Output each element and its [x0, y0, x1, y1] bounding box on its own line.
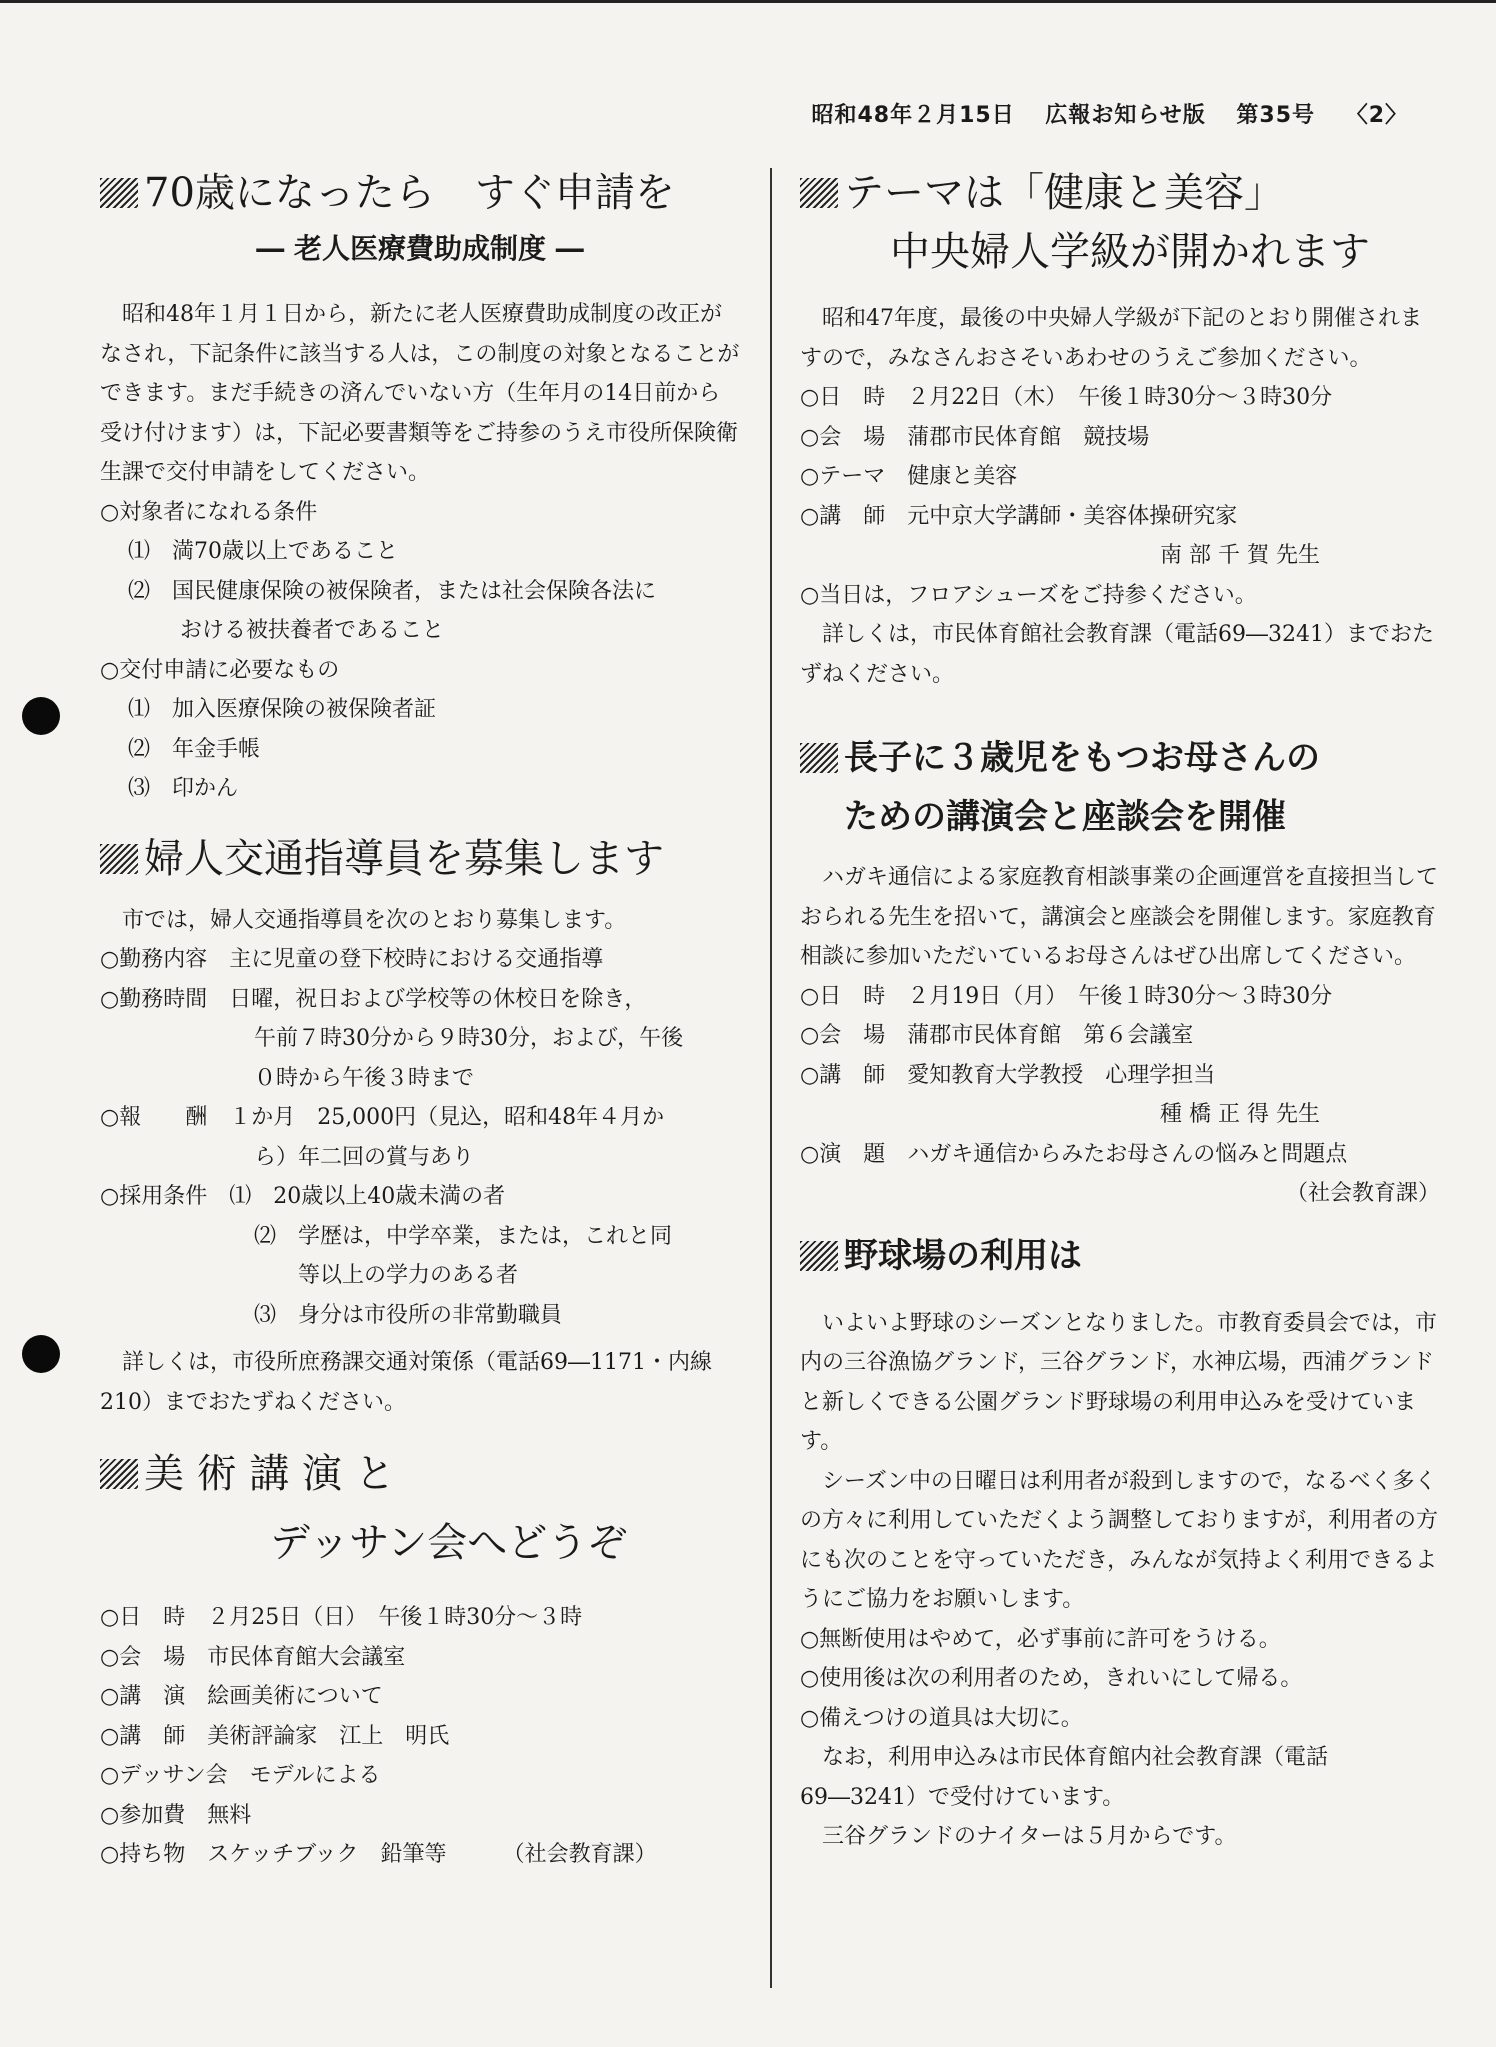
list-item: ○講 師 愛知教育大学教授 心理学担当 [800, 1062, 1216, 1088]
article-contact: なお，利用申込みは市民体育館内社会教育課（電話69―3241）で受付けています。 [800, 1745, 1329, 1810]
list-item: ⑵ 学歴は，中学卒業，または，これと同 [254, 1223, 673, 1249]
article-title: 美 術 講 演 と [100, 1446, 740, 1502]
list-item: ○当日は，フロアシューズをご持参ください。 [800, 582, 1257, 608]
list-heading: ○交付申請に必要なもの [100, 657, 340, 683]
article-title-line2: ための講演会と座談会を開催 [844, 797, 1286, 837]
source-credit: （社会教育課） [1285, 1181, 1440, 1206]
article-title: 70歳になったら すぐ申請を [100, 165, 740, 221]
hatch-mark-icon [800, 178, 838, 208]
article-womens-class [800, 165, 1440, 694]
header-date: 昭和48年２月15日 [811, 103, 1015, 128]
list-item: ⑴ 加入医療保険の被保険者証 [128, 697, 437, 722]
article-contact: 詳しくは，市役所庶務課交通対策係（電話69―1171・内線 210）までおたずねください。 [100, 1350, 712, 1415]
list-item: 南 部 千 賀 先生 [1160, 543, 1320, 568]
article-title: テーマは「健康と美容」 [800, 165, 1440, 221]
article-intro: 市では，婦人交通指導員を次のとおり募集します。 [122, 907, 627, 933]
page-header [789, 98, 1408, 129]
list-item: ○備えつけの道具は大切に。 [800, 1705, 1083, 1731]
article-title: 長子に３歳児をもつお母さんの [800, 730, 1440, 786]
article-subtitle: ― 老人医療費助成制度 ― [256, 232, 584, 265]
list-item: ○会 場 蒲郡市民体育館 競技場 [800, 424, 1150, 450]
article-title-line2: 中央婦人学級が開かれます [890, 229, 1370, 275]
article-body: ハガキ通信による家庭教育相談事業の企画運営を直接担当しておられる先生を招いて，講演会と座談会を開催します。家庭教育相談に参加いただいているお母さんはぜひ出席してください。 [800, 865, 1439, 969]
list-item: ○採用条件 ⑴ 20歳以上40歳未満の者 [100, 1184, 506, 1209]
list-item: ○日 時 ２月19日（月） 午後１時30分～３時30分 [800, 983, 1333, 1009]
list-item: 午前７時30分から９時30分，および，午後 [254, 1026, 684, 1051]
article-note: 三谷グランドのナイターは５月からです。 [822, 1824, 1237, 1849]
list-item: ○使用後は次の利用者のため，きれいにして帰る。 [800, 1666, 1303, 1691]
article-title: 婦人交通指導員を募集します [100, 831, 740, 887]
list-item: 種 橋 正 得 先生 [1160, 1102, 1320, 1127]
header-paper: 広報お知らせ版 [1045, 103, 1206, 128]
article-contact: 詳しくは，市民体育館社会教育課（電話69―3241）までおたずねください。 [800, 622, 1434, 687]
list-item: ○講 師 美術評論家 江上 明氏 [100, 1723, 450, 1749]
list-item: ０時から午後３時まで [254, 1065, 475, 1091]
list-item: ○講 演 絵画美術について [100, 1684, 383, 1709]
list-item: ○持ち物 スケッチブック 鉛筆等 （社会教育課） [100, 1842, 657, 1867]
hatch-mark-icon [100, 178, 138, 208]
list-item: ○演 題 ハガキ通信からみたお母さんの悩みと問題点 [800, 1141, 1348, 1167]
list-item: ⑴ 満70歳以上であること [128, 539, 398, 564]
hatch-mark-icon [800, 1241, 838, 1271]
list-item: おける被扶養者であること [180, 618, 445, 643]
hatch-mark-icon [800, 743, 838, 773]
hatch-mark-icon [100, 844, 138, 874]
column-divider [770, 168, 772, 1988]
list-item: ○講 師 元中京大学講師・美容体操研究家 [800, 503, 1238, 529]
list-item: ⑶ 身分は市役所の非常勤職員 [254, 1302, 563, 1328]
list-item: ○デッサン会 モデルによる [100, 1763, 381, 1788]
list-item: ○日 時 ２月25日（日） 午後１時30分～３時 [100, 1605, 583, 1630]
right-column [800, 165, 1440, 1857]
header-page: 〈2〉 [1345, 103, 1408, 128]
article-title: 野球場の利用は [800, 1228, 1440, 1284]
list-item: ○会 場 蒲郡市民体育館 第６会議室 [800, 1023, 1194, 1048]
list-heading: ○対象者になれる条件 [100, 499, 318, 525]
article-body: 昭和48年１月１日から，新たに老人医療費助成制度の改正がなされ，下記条件に該当する人は，この制度の対象となることができます。まだ手続きの済んでいない方（生年月の14日前から受け付けます）は，下記必要書類等をご持参のうえ市役所保険衛生課で交付申請をしてください。 [100, 302, 740, 485]
article-body: いよいよ野球のシーズンとなりました。市教育委員会では，市内の三谷漁協グランド，三谷グランド，水神広場，西浦グランドと新しくできる公園グランド野球場の利用申込みを受けています。 [800, 1310, 1437, 1454]
list-item: 等以上の学力のある者 [298, 1263, 519, 1288]
article-mothers-lecture [800, 730, 1440, 1214]
scan-top-edge [0, 0, 1496, 3]
article-title-line2: デッサン会へどうぞ [270, 1520, 628, 1566]
list-item: ⑵ 国民健康保険の被保険者，または社会保険各法に [128, 578, 657, 604]
list-item: ⑶ 印かん [128, 776, 239, 801]
list-item: ○無断使用はやめて，必ず事前に許可をうける。 [800, 1626, 1281, 1652]
list-item: ○勤務内容 主に児童の登下校時における交通指導 [100, 947, 604, 972]
event-details [100, 1598, 740, 1875]
list-item: ○勤務時間 日曜，祝日および学校等の休校日を除き， [100, 986, 647, 1012]
article-elderly-medical [100, 165, 740, 809]
list-item: ら）年二回の賞与あり [254, 1144, 475, 1170]
list-item: ○報 酬 １か月 25,000円（見込，昭和48年４月か [100, 1105, 665, 1130]
article-body: シーズン中の日曜日は利用者が殺到しますので，なるべく多くの方々に利用していただくよう調整しておりますが，利用者の方にも次のことを守っていただき，みんなが気持よく利用できるようにご協力をお願いします。 [800, 1468, 1439, 1612]
source-credit: （社会教育課） [502, 1842, 657, 1867]
list-item: ○日 時 ２月22日（木） 午後１時30分～３時30分 [800, 385, 1333, 410]
article-art-lecture [100, 1446, 740, 1875]
list-item: ○参加費 無料 [100, 1802, 252, 1828]
hatch-mark-icon [100, 1459, 138, 1489]
article-traffic-guide [100, 831, 740, 1423]
left-column [100, 165, 740, 1875]
list-item: ⑵ 年金手帳 [128, 736, 261, 762]
header-issue: 第35号 [1236, 103, 1316, 128]
punch-hole-upper [22, 697, 60, 735]
article-body: 昭和47年度，最後の中央婦人学級が下記のとおり開催されますので，みなさんおさそいあわせのうえご参加ください。 [800, 306, 1422, 371]
list-item: ○テーマ 健康と美容 [800, 464, 1018, 489]
article-baseball-field [800, 1228, 1440, 1857]
list-item: ○会 場 市民体育館大会議室 [100, 1644, 406, 1670]
punch-hole-lower [22, 1335, 60, 1373]
